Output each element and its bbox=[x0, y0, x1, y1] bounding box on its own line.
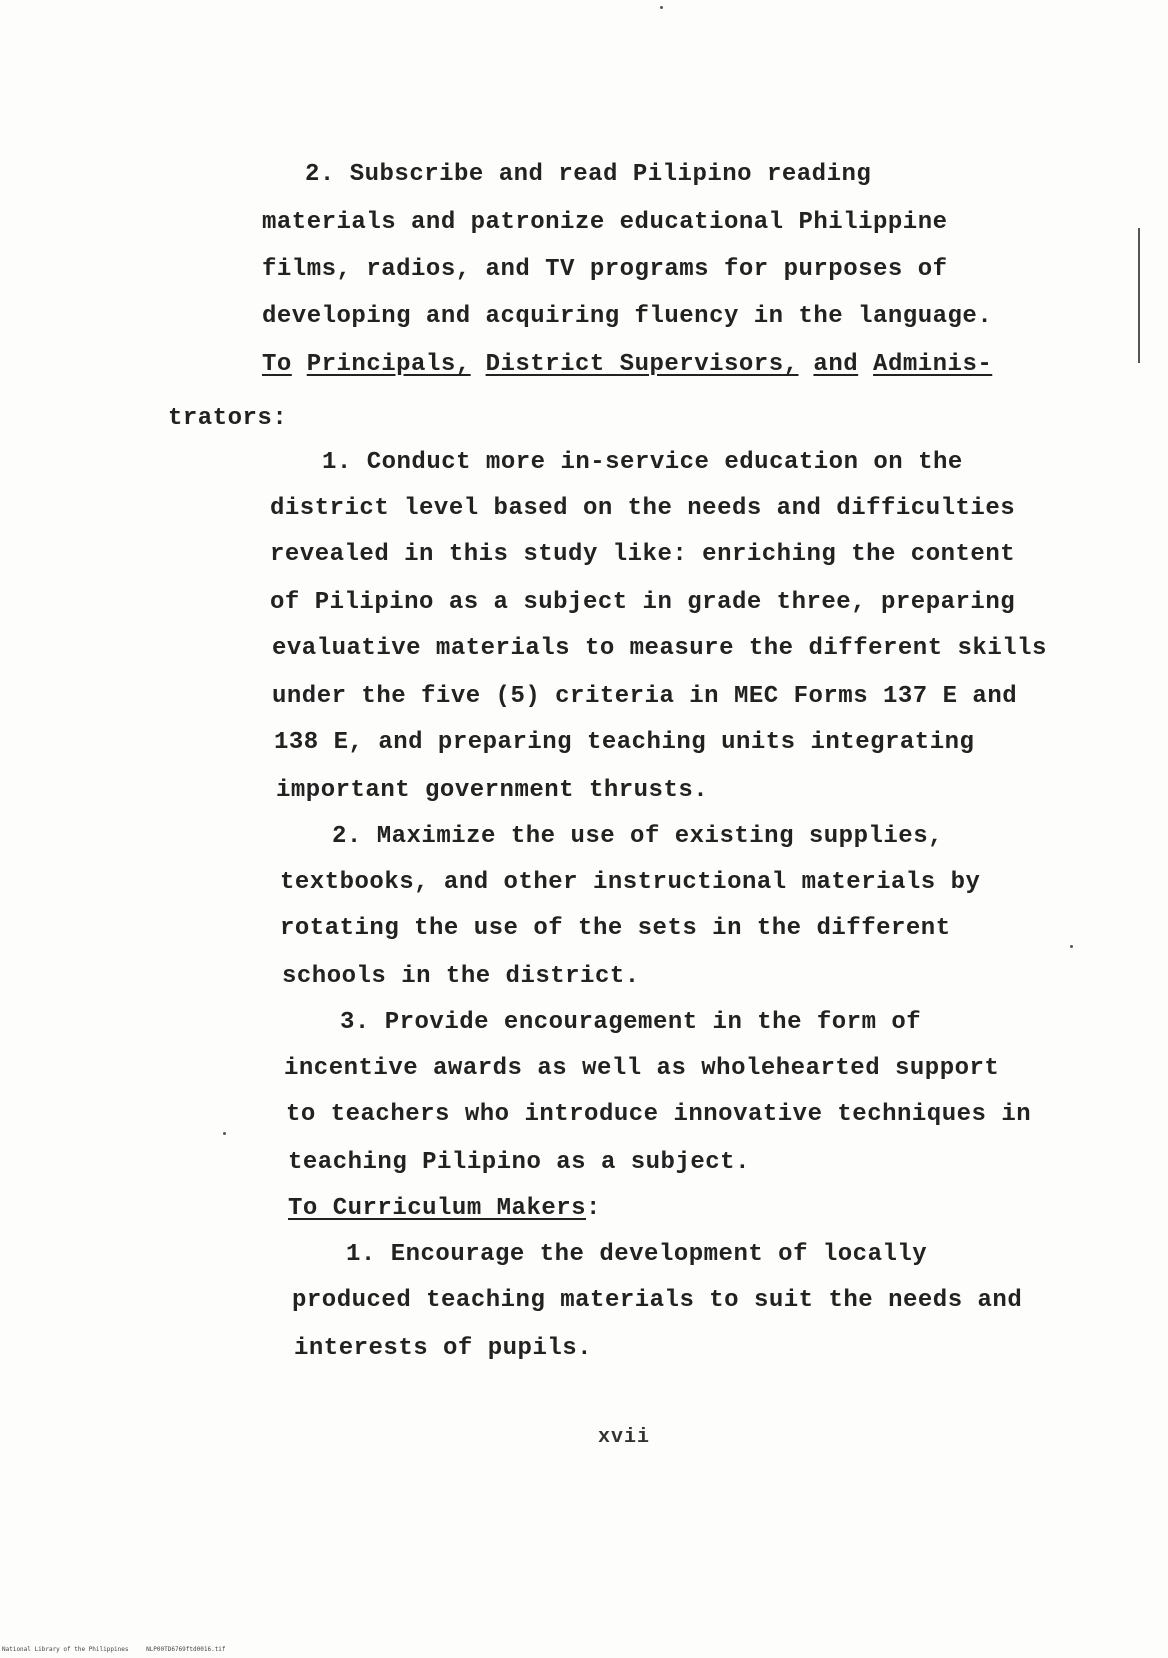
text-line: district level based on the needs and difficulties bbox=[270, 495, 1016, 522]
text-line: 1. Encourage the development of locally bbox=[346, 1241, 928, 1268]
footer-library: National Library of the Philippines bbox=[2, 1646, 129, 1653]
text-line: rotating the use of the sets in the different bbox=[280, 915, 951, 942]
speck bbox=[223, 1132, 226, 1135]
text-line: trators: bbox=[168, 405, 288, 432]
text-line: developing and acquiring fluency in the language. bbox=[262, 303, 993, 330]
text-line: evaluative materials to measure the different skills bbox=[272, 635, 1047, 662]
text-line: 1. Conduct more in-service education on the bbox=[322, 449, 963, 476]
text-line: materials and patronize educational Philippine bbox=[262, 209, 948, 236]
text-line: films, radios, and TV programs for purposes of bbox=[262, 256, 948, 283]
page-number: xvii bbox=[598, 1426, 651, 1449]
speck bbox=[660, 6, 663, 9]
text-line: textbooks, and other instructional materials by bbox=[280, 869, 981, 896]
text-line: 138 E, and preparing teaching units integrating bbox=[274, 729, 975, 756]
text-line: important government thrusts. bbox=[276, 777, 709, 804]
text-line: under the five (5) criteria in MEC Forms 137 E and bbox=[272, 683, 1018, 710]
heading-word: District Supervisors, bbox=[485, 351, 799, 378]
heading-colon: : bbox=[586, 1195, 601, 1222]
text-line: of Pilipino as a subject in grade three, preparing bbox=[270, 589, 1016, 616]
text-line: revealed in this study like: enriching the content bbox=[270, 541, 1016, 568]
text-line: 3. Provide encouragement in the form of bbox=[340, 1009, 922, 1036]
section-heading-principals bbox=[262, 350, 992, 380]
footer-file: NLP00TD6769ftd0016.tif bbox=[146, 1646, 226, 1653]
text-line: 2. Maximize the use of existing supplies, bbox=[332, 823, 943, 850]
scan-footer bbox=[2, 1646, 240, 1654]
speck bbox=[1070, 945, 1073, 948]
text-line: teaching Pilipino as a subject. bbox=[288, 1149, 750, 1176]
text-line: incentive awards as well as wholehearted support bbox=[284, 1055, 1000, 1082]
text-line: interests of pupils. bbox=[294, 1335, 593, 1362]
text-line: 2. Subscribe and read Pilipino reading bbox=[305, 161, 872, 188]
heading-word: Adminis- bbox=[873, 351, 993, 378]
text-line: to teachers who introduce innovative techniques in bbox=[286, 1101, 1032, 1128]
margin-mark bbox=[1138, 228, 1140, 363]
heading-word: and bbox=[813, 351, 859, 378]
heading-word: To bbox=[262, 351, 292, 378]
section-heading-curriculum bbox=[288, 1194, 601, 1224]
text-line: produced teaching materials to suit the needs and bbox=[292, 1287, 1023, 1314]
text-line: schools in the district. bbox=[282, 963, 640, 990]
heading-word: Principals, bbox=[306, 351, 471, 378]
heading-text: To Curriculum Makers bbox=[288, 1195, 587, 1222]
